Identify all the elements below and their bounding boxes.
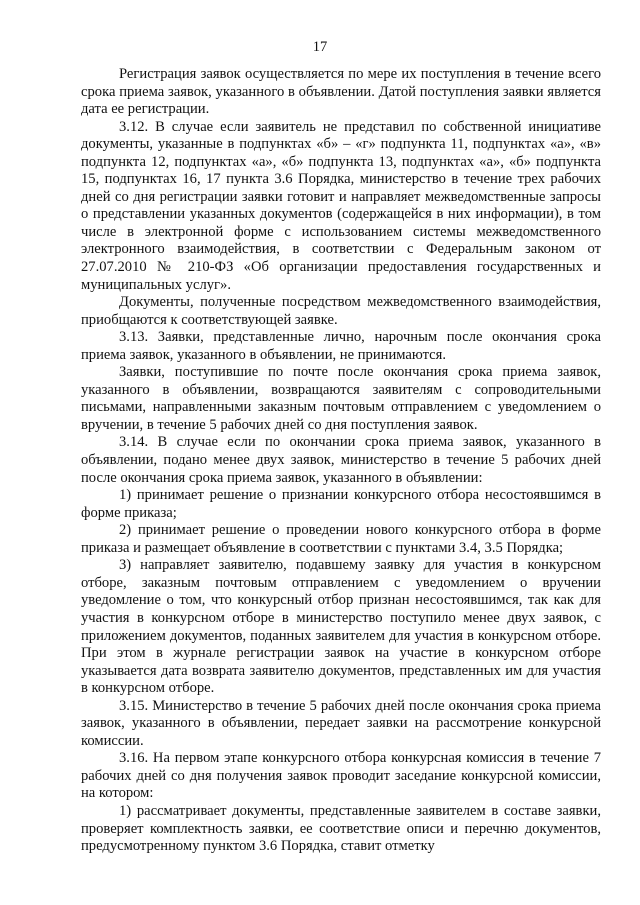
paragraph-3-14: 3.14. В случае если по окончании срока приема заявок, указанного в объявлении, подано менее двух заявок, министерство в течение 5 рабочих дней после окончания срока приема заявок, указанного в объявлении:: [81, 434, 601, 486]
paragraph-3-16: 3.16. На первом этапе конкурсного отбора конкурсная комиссия в течение 7 рабочих дней со дня получения заявок проводит заседание конкурсной комиссии, на котором:: [81, 750, 601, 802]
paragraph-3-14-item-1: 1) принимает решение о признании конкурсного отбора несостоявшимся в форме приказа;: [81, 487, 601, 521]
paragraph-registration: Регистрация заявок осуществляется по мере их поступления в течение всего срока приема заявок, указанного в объявлении. Датой поступления заявки является дата ее регистрации.: [81, 66, 601, 118]
paragraph-3-15: 3.15. Министерство в течение 5 рабочих дней после окончания срока приема заявок, указанного в объявлении, передает заявки на рассмотрение конкурсной комиссии.: [81, 697, 601, 749]
page-number: 17: [312, 39, 328, 55]
paragraph-3-14-item-2: 2) принимает решение о проведении нового конкурсного отбора в форме приказа и размещает объявление в соответствии с пунктами 3.4, 3.5 Порядка;: [81, 522, 601, 556]
paragraph-3-13: 3.13. Заявки, представленные лично, нарочным после окончания срока приема заявок, указанного в объявлении, не принимаются.: [81, 329, 601, 363]
paragraph-3-13-mail: Заявки, поступившие по почте после окончания срока приема заявок, указанного в объявлении, возвращаются заявителям с сопроводительными письмами, направленными заказным почтовым отправлением с уведомлением о вручении, в течение 5 рабочих дней со дня поступления заявок.: [81, 364, 601, 433]
paragraph-3-14-item-3: 3) направляет заявителю, подавшему заявку для участия в конкурсном отборе, заказным почтовым отправлением с уведомлением о вручении уведомление о том, что конкурсный отбор признан несостоявшимся, так как для участия в конкурсном отборе в министерство поступило менее двух заявок, с приложением документов, поданных заявителем для участия в конкурсном отборе. При этом в журнале регистрации заявок на участие в конкурсном отборе указывается дата возврата заявителю документов, представленных им для участия в конкурсном отборе.: [81, 557, 601, 697]
paragraph-3-12: 3.12. В случае если заявитель не представил по собственной инициативе документы, указанные в подпунктах «б» – «г» подпункта 11, подпунктах «а», «в» подпункта 12, подпунктах «а», «б» подпункта 13, подпунктах «а», «б» подпункта 15, подпунктах 16, 17 пункта 3.6 Порядка, министерство в течение трех рабочих дней со дня регистрации заявки готовит и направляет межведомственные запросы о представлении указанных документов (содержащейся в них информации), в том числе в электронной форме с использованием системы межведомственного электронного взаимодействия, в соответствии с Федеральным законом от 27.07.2010 № 210-ФЗ «Об организации предоставления государственных и муниципальных услуг».: [81, 118, 601, 293]
paragraph-3-16-item-1: 1) рассматривает документы, представленные заявителем в составе заявки, проверяет комплектность заявки, ее соответствие описи и перечню документов, предусмотренному пунктом 3.6 Порядка, ставит отметку: [81, 802, 601, 855]
document-body: [81, 66, 601, 856]
paragraph-3-12-documents: Документы, полученные посредством межведомственного взаимодействия, приобщаются к соответствующей заявке.: [81, 294, 601, 328]
